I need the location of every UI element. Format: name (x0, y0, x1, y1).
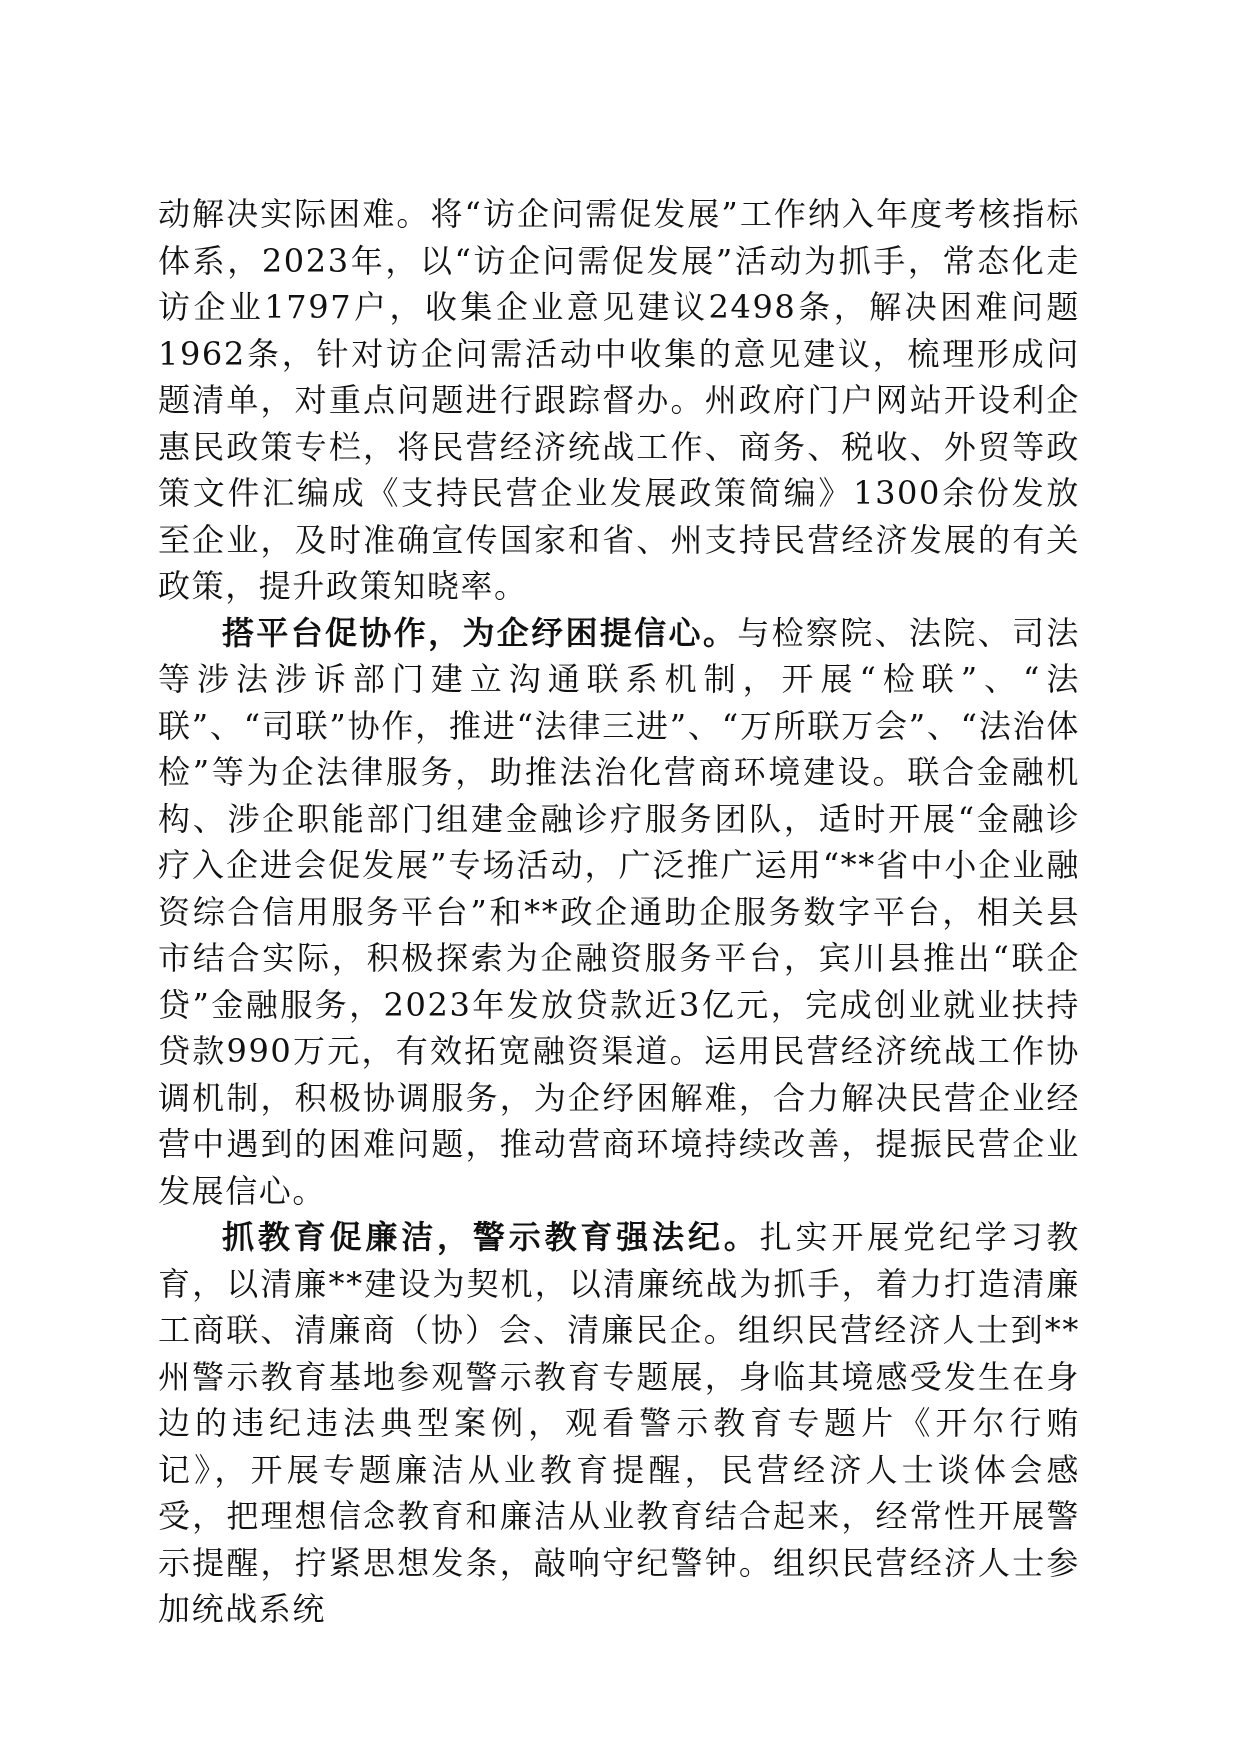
paragraph-text: 扎实开展党纪学习教育，以清廉**建设为契机，以清廉统战为抓手，着力打造清廉工商联、清廉商（协）会、清廉民企。组织民营经济人士到**州警示教育基地参观警示教育专题展，身临其境感受发生在身边的违纪违法典型案例，观看警示教育专题片《开尔行贿记》，开展专题廉洁从业教育提醒，民营经济人士谈体会感受，把理想信念教育和廉洁从业教育结合起来，经常性开展警示提醒，拧紧思想发条，敲响守纪警钟。组织民营经济人士参加统战系统 (158, 1218, 1080, 1628)
paragraph-heading: 搭平台促协作，为企纾困提信心。 (222, 613, 738, 652)
paragraph-integrity-education (158, 1214, 1080, 1633)
paragraph-continuation (158, 191, 1080, 610)
paragraph-platform-cooperation (158, 610, 1080, 1215)
paragraph-text: 动解决实际困难。将“访企问需促发展”工作纳入年度考核指标体系，2023年，以“访企问需促发展”活动为抓手，常态化走访企业1797户，收集企业意见建议2498条，解决困难问题1962条，针对访企问需活动中收集的意见建议，梳理形成问题清单，对重点问题进行跟踪督办。州政府门户网站开设利企惠民政策专栏，将民营经济统战工作、商务、税收、外贸等政策文件汇编成《支持民营企业发展政策简编》1300余份发放至企业，及时准确宣传国家和省、州支持民营经济发展的有关政策，提升政策知晓率。 (158, 195, 1080, 605)
document-body (158, 191, 1080, 1633)
paragraph-heading: 抓教育促廉洁，警示教育强法纪。 (222, 1218, 760, 1256)
paragraph-text: 与检察院、法院、司法等涉法涉诉部门建立沟通联系机制，开展“检联”、“法联”、“司联”协作，推进“法律三进”、“万所联万会”、“法治体检”等为企法律服务，助推法治化营商环境建设。联合金融机构、涉企职能部门组建金融诊疗服务团队，适时开展“金融诊疗入企进会促发展”专场活动，广泛推广运用“**省中小企业融资综合信用服务平台”和**政企通助企服务数字平台，相关县市结合实际，积极探索为企融资服务平台，宾川县推出“联企贷”金融服务，2023年发放贷款近3亿元，完成创业就业扶持贷款990万元，有效拓宽融资渠道。运用民营经济统战工作协调机制，积极协调服务，为企纾困解难，合力解决民营企业经营中遇到的困难问题，推动营商环境持续改善，提振民营企业发展信心。 (158, 613, 1080, 1210)
